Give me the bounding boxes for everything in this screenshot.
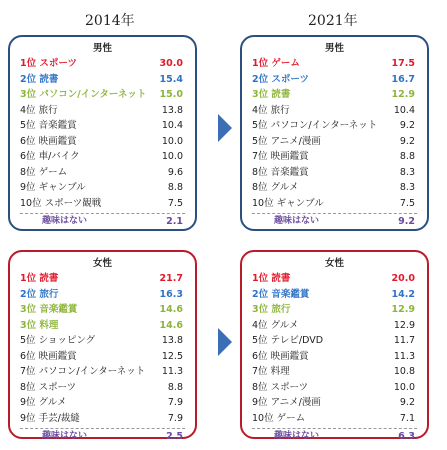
no-hobby-value: 2.1 (166, 216, 183, 227)
panel-male-2021 (240, 35, 429, 231)
rank-row (242, 87, 427, 103)
rank-value: 12.9 (393, 319, 415, 331)
rank-label: 9位 アニメ/漫画 (252, 397, 321, 408)
rank-value: 10.0 (393, 381, 415, 393)
rank-value: 13.8 (161, 104, 183, 116)
rank-value: 20.0 (391, 273, 415, 284)
panel-title: 女性 (92, 258, 112, 269)
arrow-right-icon (218, 114, 232, 142)
rank-label: 4位 旅行 (252, 104, 290, 116)
rank-label: 6位 映画鑑賞 (20, 350, 77, 362)
rank-value: 11.3 (161, 366, 183, 377)
rank-label: 8位 ゲーム (20, 166, 68, 178)
rank-row (10, 395, 195, 411)
rank-label: 1位 スポーツ (20, 58, 78, 69)
rank-value: 10.0 (161, 151, 183, 162)
rank-value: 14.6 (159, 319, 183, 331)
rank-value: 10.8 (393, 366, 415, 377)
rank-value: 7.5 (399, 197, 415, 209)
rank-value: 7.1 (399, 412, 415, 424)
rank-label: 1位 読書 (252, 273, 291, 284)
rank-row (10, 364, 195, 380)
rank-label: 7位 映画鑑賞 (252, 151, 309, 162)
rank-label: 5位 ショッピング (20, 335, 96, 346)
rank-row (242, 349, 427, 365)
rank-label: 2位 音楽鑑賞 (252, 288, 310, 300)
rank-row (242, 395, 427, 411)
rank-row (10, 318, 195, 334)
rank-value: 13.8 (161, 335, 183, 346)
no-hobby-row (10, 214, 195, 230)
rank-value: 11.7 (393, 335, 415, 346)
rank-row (10, 196, 195, 212)
panel-title: 女性 (324, 258, 344, 269)
rank-label: 2位 旅行 (20, 288, 59, 300)
rank-row (10, 287, 195, 303)
rank-label: 8位 スポーツ (252, 381, 309, 393)
rank-label: 7位 料理 (252, 366, 290, 377)
rank-row (242, 149, 427, 165)
rank-label: 10位 ゲーム (252, 412, 306, 424)
panel-female-2021 (240, 250, 429, 442)
panel-title: 男性 (92, 43, 112, 54)
rank-label: 8位 スポーツ (20, 381, 77, 393)
rank-value: 12.5 (161, 350, 183, 362)
rank-row (10, 56, 195, 72)
rank-row (10, 411, 195, 427)
rank-row (242, 364, 427, 380)
no-hobby-row (10, 429, 195, 445)
rank-label: 1位 ゲーム (252, 58, 300, 69)
rank-row (10, 72, 195, 88)
arrow-right-icon (218, 328, 232, 356)
no-hobby-label: 趣味はない (274, 216, 320, 226)
rank-row (242, 134, 427, 150)
rank-label: 3位 パソコン/インターネット (20, 89, 147, 100)
rank-label: 6位 映画鑑賞 (20, 135, 77, 147)
rank-label: 3位 旅行 (252, 304, 291, 315)
no-hobby-value: 9.2 (398, 216, 415, 227)
rank-row (10, 380, 195, 396)
rank-value: 8.8 (167, 182, 183, 193)
rank-label: 8位 グルメ (252, 182, 299, 193)
rank-value: 9.6 (167, 166, 183, 178)
rank-row (242, 380, 427, 396)
rank-row (242, 411, 427, 427)
year-2021-label: 2021年 (308, 13, 358, 29)
year-2014-label: 2014年 (85, 13, 135, 29)
rank-value: 16.3 (159, 288, 183, 300)
rank-value: 9.2 (399, 397, 415, 408)
rank-row (242, 302, 427, 318)
rank-value: 7.9 (167, 412, 183, 424)
rank-value: 10.4 (393, 104, 415, 116)
rank-row (242, 271, 427, 287)
rank-label: 6位 映画鑑賞 (252, 350, 309, 362)
rank-row (242, 287, 427, 303)
no-hobby-row (242, 214, 427, 230)
rank-value: 7.9 (167, 397, 183, 408)
rank-value: 8.3 (399, 166, 415, 178)
rank-row (242, 180, 427, 196)
rank-row (10, 103, 195, 119)
no-hobby-label: 趣味はない (42, 431, 88, 441)
no-hobby-value: 6.3 (398, 431, 415, 442)
rank-value: 7.5 (167, 197, 183, 209)
rank-row (10, 180, 195, 196)
rank-label: 10位 ギャンブル (252, 197, 324, 209)
rank-value: 15.0 (159, 89, 183, 100)
rank-row (10, 87, 195, 103)
rank-value: 17.5 (391, 58, 415, 69)
rank-label: 5位 音楽鑑賞 (20, 120, 77, 131)
panel-female-2014 (8, 250, 197, 442)
rank-value: 12.9 (391, 89, 415, 100)
rank-row (242, 56, 427, 72)
rank-label: 6位 車/バイク (20, 151, 80, 162)
rank-label: 1位 読書 (20, 273, 59, 284)
rank-value: 10.4 (161, 120, 183, 131)
rank-row (10, 118, 195, 134)
rank-row (242, 72, 427, 88)
rank-value: 30.0 (159, 58, 183, 69)
rank-row (10, 333, 195, 349)
rank-label: 4位 グルメ (252, 319, 299, 331)
rank-label: 9位 手芸/裁縫 (20, 412, 80, 424)
rank-row (242, 165, 427, 181)
rank-row (10, 165, 195, 181)
rank-row (242, 333, 427, 349)
rank-label: 2位 スポーツ (252, 73, 310, 85)
panel-male-2014 (8, 35, 197, 231)
rank-value: 8.8 (167, 381, 183, 393)
rank-value: 11.3 (393, 350, 415, 362)
rank-value: 10.0 (161, 135, 183, 147)
rank-value: 12.9 (391, 304, 415, 315)
rank-value: 21.7 (159, 273, 183, 284)
rank-label: 10位 スポーツ観戦 (20, 197, 102, 209)
rank-label: 5位 パソコン/インターネット (252, 120, 378, 131)
rank-row (242, 318, 427, 334)
rank-row (242, 118, 427, 134)
rank-value: 8.3 (399, 182, 415, 193)
rank-label: 5位 テレビ/DVD (252, 335, 324, 346)
rank-row (242, 196, 427, 212)
rank-label: 5位 アニメ/漫画 (252, 135, 321, 147)
rank-value: 9.2 (399, 120, 415, 131)
rank-label: 9位 グルメ (20, 397, 67, 408)
rank-label: 2位 読書 (20, 73, 59, 85)
panel-title: 男性 (324, 43, 344, 54)
rank-row (10, 349, 195, 365)
rank-label: 3位 読書 (252, 89, 291, 100)
rank-row (242, 103, 427, 119)
rank-label: 3位 料理 (20, 319, 59, 331)
no-hobby-label: 趣味はない (274, 431, 320, 441)
rank-label: 8位 音楽鑑賞 (252, 166, 309, 178)
rank-value: 8.8 (399, 151, 415, 162)
rank-label: 7位 パソコン/インターネット (20, 366, 146, 377)
rank-row (10, 149, 195, 165)
rank-row (10, 134, 195, 150)
rank-value: 14.2 (391, 288, 415, 300)
rank-row (10, 302, 195, 318)
rank-label: 3位 音楽鑑賞 (20, 304, 78, 315)
no-hobby-label: 趣味はない (42, 216, 88, 226)
rank-row (10, 271, 195, 287)
rank-value: 16.7 (391, 73, 415, 85)
rank-label: 9位 ギャンブル (20, 182, 86, 193)
rank-value: 9.2 (399, 135, 415, 147)
rank-label: 4位 旅行 (20, 104, 58, 116)
no-hobby-row (242, 429, 427, 445)
no-hobby-value: 2.5 (166, 431, 183, 442)
rank-value: 14.6 (159, 304, 183, 315)
rank-value: 15.4 (159, 73, 183, 85)
